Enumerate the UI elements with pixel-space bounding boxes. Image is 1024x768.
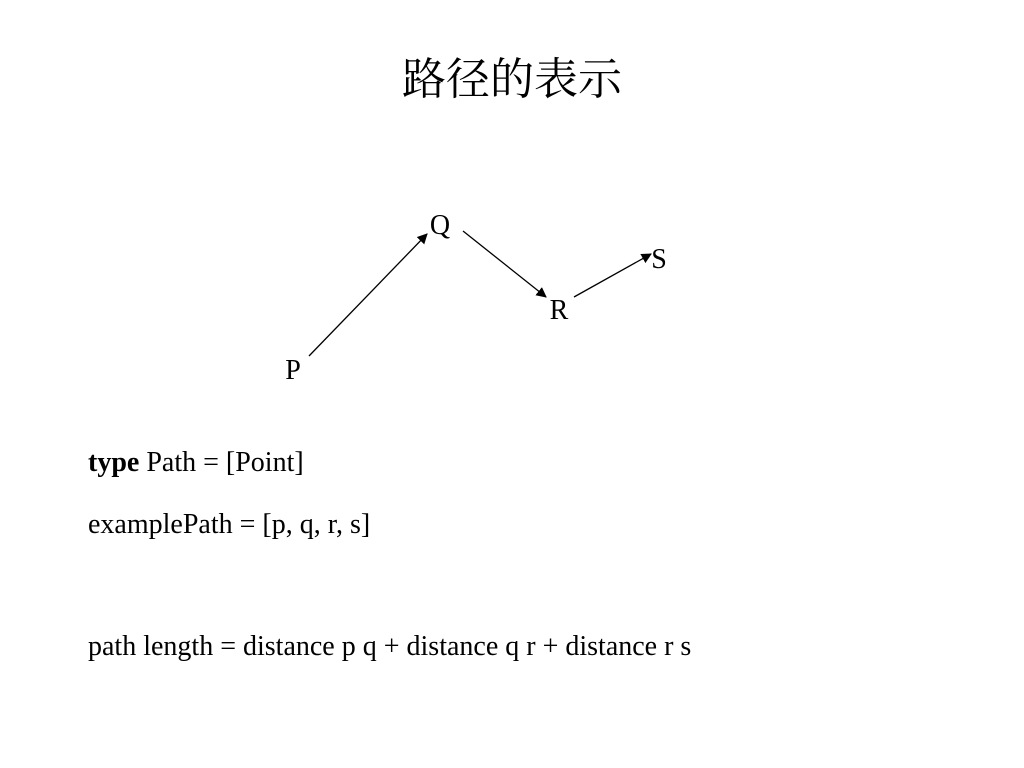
- path-length-line: path length = distance p q + distance q r + distance r s: [88, 631, 692, 662]
- example-path-line: examplePath = [p, q, r, s]: [88, 509, 371, 540]
- edge-p-q: [309, 234, 427, 356]
- type-definition: Path = [Point]: [139, 447, 304, 478]
- slide-title: 路径的表示: [402, 54, 622, 105]
- point-label-q: Q: [429, 210, 451, 241]
- point-labels: [285, 210, 667, 386]
- type-keyword: type: [88, 447, 140, 478]
- point-label-s: S: [651, 244, 667, 275]
- edge-r-s: [574, 254, 651, 297]
- path-edges: [309, 231, 651, 356]
- point-label-p: P: [285, 355, 301, 386]
- edge-q-r: [463, 231, 546, 297]
- point-label-r: R: [549, 295, 569, 326]
- type-declaration: [88, 446, 304, 480]
